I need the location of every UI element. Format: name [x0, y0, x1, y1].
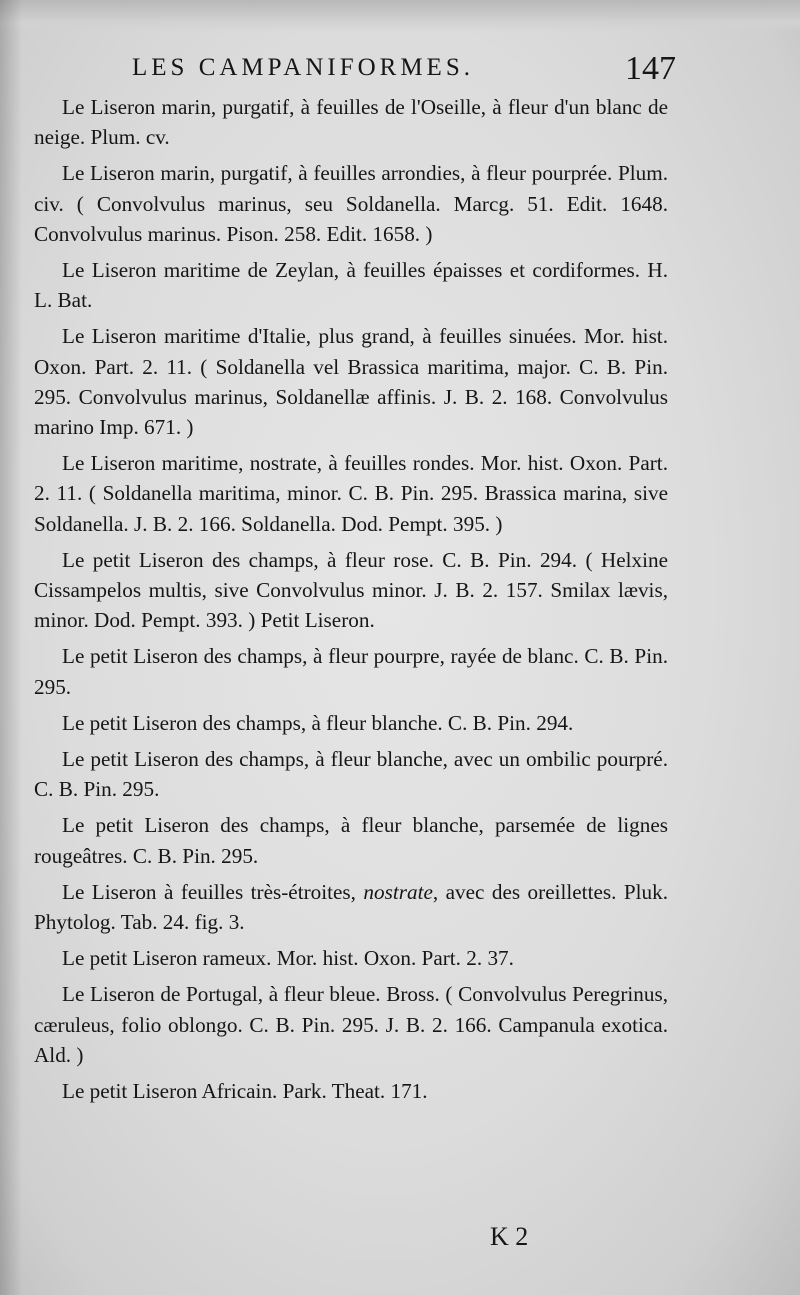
entry: Le petit Liseron des champs, à fleur pourpre, rayée de blanc. C. B. Pin. 295.: [34, 644, 668, 699]
page-number: 147: [625, 50, 676, 87]
page-body: [34, 92, 668, 1112]
gutter-shadow: [0, 0, 22, 1295]
entry-italic-text: nostrate: [363, 879, 433, 904]
entry: Le Liseron maritime de Zeylan, à feuilles épaisses et cordiformes. H. L. Bat.: [34, 258, 668, 313]
page-header: [120, 42, 676, 92]
entry: Le petit Liseron des champs, à fleur blanche, avec un ombilic pourpré. C. B. Pin. 295.: [34, 747, 668, 802]
entry: Le petit Liseron Africain. Park. Theat. 171.: [62, 1079, 428, 1104]
entry: Le petit Liseron des champs, à fleur blanche, parsemée de lignes rougeâtres. C. B. Pin. 295.: [34, 813, 668, 868]
entry: Le petit Liseron rameux. Mor. hist. Oxon. Part. 2. 37.: [62, 946, 514, 971]
page-top-edge: [0, 0, 800, 32]
entry: Le Liseron marin, purgatif, à feuilles arrondies, à fleur pourprée. Plum. civ. ( Convolvulus marinus, seu Soldanella. Marcg. 51. Edit. 1648. Convolvulus marinus. Pison. 258. Edit. 1658. ): [34, 161, 668, 246]
entry: Le Liseron maritime d'Italie, plus grand, à feuilles sinuées. Mor. hist. Oxon. Part. 2. 11. ( Soldanella vel Brassica maritima, major. C. B. Pin. 295. Convolvulus marinus, Soldanellæ affinis. J. B. 2. 168. Convolvulus marino Imp. 671. ): [34, 324, 668, 440]
entry-text: Le Liseron à feuilles très-étroites,: [62, 879, 364, 904]
entry: Le Liseron de Portugal, à fleur bleue. Bross. ( Convolvulus Peregrinus, cæruleus, folio oblongo. C. B. Pin. 295. J. B. 2. 166. Campanula exotica. Ald. ): [34, 982, 668, 1067]
entry: Le petit Liseron des champs, à fleur blanche. C. B. Pin. 294.: [62, 710, 574, 735]
entry: Le Liseron maritime, nostrate, à feuilles rondes. Mor. hist. Oxon. Part. 2. 11. ( Soldanella maritima, minor. C. B. Pin. 295. Brassica marina, sive Soldanella. J. B. 2. 166. Soldanella. Dod. Pempt. 395. ): [34, 451, 668, 536]
entry: [34, 877, 668, 937]
entry-text: , avec des oreillettes. Pluk. Phytolog. Tab. 24. fig. 3.: [34, 879, 669, 935]
running-head: LES CAMPANIFORMES.: [132, 54, 474, 81]
entry: Le petit Liseron des champs, à fleur rose. C. B. Pin. 294. ( Helxine Cissampelos multis, sive Convolvulus minor. J. B. 2. 157. Smilax lævis, minor. Dod. Pempt. 393. ) Petit Liseron.: [34, 547, 668, 633]
entry: Le Liseron marin, purgatif, à feuilles de l'Oseille, à fleur d'un blanc de neige. Plum. cv.: [34, 95, 668, 150]
signature-mark: K 2: [490, 1222, 529, 1251]
